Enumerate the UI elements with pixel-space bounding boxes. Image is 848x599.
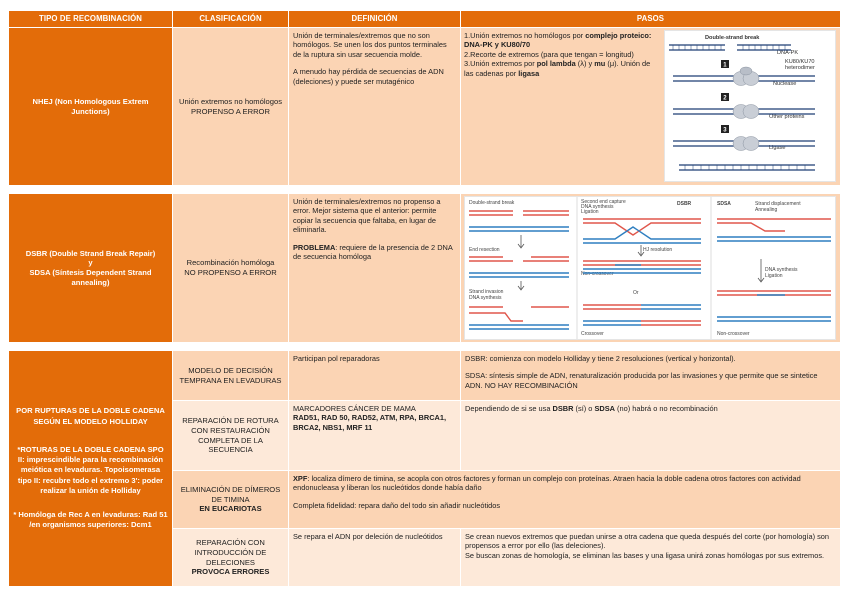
header-row xyxy=(9,11,841,28)
holliday-r4-p1: Se crean nuevos extremos que puedan unirse a otra cadena que queda después del corte (por homología) son propensos a error por ello (las deleciones). xyxy=(465,532,830,551)
holliday-r1-def: Participan pol reparadoras xyxy=(289,351,461,401)
holliday-r2-pasos xyxy=(461,401,841,471)
nhej-pasos-cell xyxy=(461,28,841,186)
dsbr-clasificacion-cell xyxy=(173,194,289,343)
holliday-r2-def-b: RAD51, RAD 50, RAD52, ATM, RPA, BRCA1, BRCA2, NBS1, MRF 11 xyxy=(293,413,447,432)
nuclease-label: Nuclease xyxy=(773,81,797,87)
holliday-r2-def-a: MARCADORES CÁNCER DE MAMA xyxy=(293,404,416,413)
holliday-r3-clas-a: ELIMINACIÓN DE DÍMEROS DE TIMINA xyxy=(180,484,281,504)
other-proteins-label: Other proteins xyxy=(769,114,805,120)
dsb-label-2: Double-strand break xyxy=(469,200,515,206)
nhej-clas-1: Unión extremos no homólogos xyxy=(179,96,282,106)
dsbr-type-y: y xyxy=(88,258,93,268)
svg-text:1: 1 xyxy=(723,62,727,69)
holliday-r3-clas-b: EN EUCARIOTAS xyxy=(199,504,262,514)
ku-complex-3 xyxy=(673,137,815,151)
svg-text:2: 2 xyxy=(723,95,727,102)
dna-synthesis-label: DNA synthesis xyxy=(469,295,502,301)
holliday-row-1 xyxy=(9,351,841,401)
holliday-r4-clas xyxy=(173,529,289,587)
nhej-step-2: 2.Recorte de extremos (para que tengan = longitud) xyxy=(464,49,634,59)
or-label: Or xyxy=(633,290,639,296)
dsbr-type-cell xyxy=(9,194,173,343)
holliday-r3-pasos xyxy=(289,471,841,529)
nhej-diagram-svg xyxy=(665,31,835,181)
nhej-type-cell xyxy=(9,28,173,186)
dsbr-clas-2: NO PROPENSO A ERROR xyxy=(184,268,277,277)
dna-synthesis-label-2: DNA synthesis xyxy=(581,204,614,210)
holliday-r1-pasos xyxy=(461,351,841,401)
header-pasos: PASOS xyxy=(461,11,841,28)
dsbr-definicion-cell xyxy=(289,194,461,343)
header-definicion: DEFINICIÓN xyxy=(289,11,461,28)
hj-resolution-label: HJ resolution xyxy=(643,247,673,253)
nhej-row xyxy=(9,28,841,186)
holliday-r3-p1: XPF: localiza dímero de timina, se acopla con otros factores y forman un complejo con proteínas. Atraen hacia la doble cadena otros factores con actividad endonucleasa y liberan los nucleótidos donde había daño xyxy=(293,474,801,493)
dsbr-clas-1: Recombinación homóloga xyxy=(186,258,275,268)
holliday-r4-pasos xyxy=(461,529,841,587)
nhej-def-1: Unión de terminales/extremos que no son homólogos. Se unen los dos puntos terminales de la ruptura sin usar secuencia molde. xyxy=(293,31,447,59)
holliday-r2-def xyxy=(289,401,461,471)
nhej-definicion-cell xyxy=(289,28,461,186)
crossover-label: Crossover xyxy=(581,331,604,337)
dsbr-def-2: PROBLEMA: requiere de la presencia de 2 DNA de secuencia homóloga xyxy=(293,242,453,262)
dna-synthesis-label-3: DNA synthesis xyxy=(765,267,798,273)
recombination-table-page xyxy=(8,10,840,588)
nhej-clas-2: PROPENSO A ERROR xyxy=(191,106,270,116)
dsbr-def-1: Unión de terminales/extremos no propenso a error. Mejor sistema que el anterior: permite copiar la secuencia que faltaba, en lugar de eliminarla. xyxy=(293,197,441,235)
spacer-row-2 xyxy=(9,343,841,351)
holliday-r4-p2: Se buscan zonas de homología, se eliminan las bases y una ligasa unirá zonas homólogas por sus extremos. xyxy=(465,550,825,560)
holliday-r3-clas xyxy=(173,471,289,529)
heterodimer-label: heterodimer xyxy=(785,65,815,71)
nhej-step-1: 1.Unión extremos no homólogos por complejo proteico: DNA-PK y KU80/70 xyxy=(464,31,652,50)
holliday-r3-p2: Completa fidelidad: repara daño del todo sin añadir nucleótidos xyxy=(293,500,501,510)
panel-1-strands xyxy=(469,211,569,329)
dsbr-type-2: SDSA (Síntesis Dependent Strand annealing) xyxy=(29,268,152,287)
strand-invasion-label: Strand invasion xyxy=(469,289,504,295)
holliday-r4-clas-a: REPARACIÓN CON INTRODUCCIÓN DE DELECIONES xyxy=(194,538,267,567)
ligation-label-2: Ligation xyxy=(765,273,783,279)
ku-label: KU80/KU70 xyxy=(785,59,815,65)
holliday-r2-clas: REPARACIÓN DE ROTURA CON RESTAURACIÓN COMPLETA DE LA SECUENCIA xyxy=(173,401,289,471)
non-crossover-label-2: Non-crossover xyxy=(717,331,750,337)
non-crossover-label: Non-crossover xyxy=(581,271,614,277)
sdsa-label: SDSA xyxy=(717,201,731,207)
holliday-r1-clas: MODELO DE DECISIÓN TEMPRANA EN LEVADURAS xyxy=(173,351,289,401)
holliday-r2-text: Dependiendo de si se usa DSBR (sí) o SDSA (no) habrá o no recombinación xyxy=(465,404,718,413)
dsbr-pasos-cell xyxy=(461,194,841,343)
holliday-type-2: *ROTURAS DE LA DOBLE CADENA SPO II: imprescindible para la recombinación meiótica en levaduras. Topoisomerasa tipo II: recubre todo el extremo 3': poder realizar la unión de Holliday xyxy=(17,444,164,495)
annealing-label: Annealing xyxy=(755,207,778,213)
nhej-type: NHEJ (Non Homologous Extrem Junctions) xyxy=(32,96,149,116)
holliday-r4-def: Se repara el ADN por deleción de nucleótidos xyxy=(289,529,461,587)
dsbr-diagram-svg xyxy=(465,197,835,339)
dsbr-type-1: DSBR (Double Strand Break Repair) xyxy=(25,248,156,258)
svg-text:3: 3 xyxy=(723,127,727,134)
header-clasificacion: CLASIFICACIÓN xyxy=(173,11,289,28)
recombination-table xyxy=(8,10,841,587)
nhej-pathway-diagram xyxy=(664,30,836,182)
holliday-r1-p1: DSBR: comienza con modelo Holliday y tiene 2 resoluciones (vertical y horizontal). xyxy=(465,354,736,363)
holliday-type-3: * Homóloga de Rec A en levaduras: Rad 51 /en organismos superiores: Dcm1 xyxy=(13,510,168,530)
ligation-label: Ligation xyxy=(581,209,599,215)
dsbr-label: DSBR xyxy=(677,201,692,207)
strand-displacement-label: Strand displacement xyxy=(755,201,801,207)
nhej-step-3: 3.Unión extremos por pol lambda (λ) y mu (μ). Unión de las cadenas por ligasa xyxy=(464,59,651,78)
holliday-r1-p2: SDSA: síntesis simple de ADN, renaturalización producida por las invasiones y que permite que se sintetice ADN. NO HAY RECOMBINACIÓN xyxy=(465,371,818,390)
second-end-label: Second end capture xyxy=(581,199,626,205)
dnapk-label: DNA-PK xyxy=(777,50,799,56)
dsbr-row xyxy=(9,194,841,343)
nhej-clasificacion-cell xyxy=(173,28,289,186)
dsb-label: Double-strand break xyxy=(705,35,760,41)
repaired-dna xyxy=(679,165,815,170)
holliday-r4-clas-b: PROVOCA ERRORES xyxy=(191,567,270,577)
ligase-label: Ligase xyxy=(769,145,786,151)
nhej-def-2: A menudo hay pérdida de secuencias de ADN (deleciones) y puede ser mutagénico xyxy=(293,67,444,86)
dsbr-sdsa-diagram xyxy=(464,196,836,340)
spacer-row xyxy=(9,186,841,194)
holliday-type-cell xyxy=(9,351,173,587)
header-tipo: TIPO DE RECOMBINACIÓN xyxy=(9,11,173,28)
end-resection-label: End resection xyxy=(469,247,500,253)
holliday-type-1: POR RUPTURAS DE LA DOBLE CADENA SEGÚN EL MODELO HOLLIDAY xyxy=(16,406,165,426)
